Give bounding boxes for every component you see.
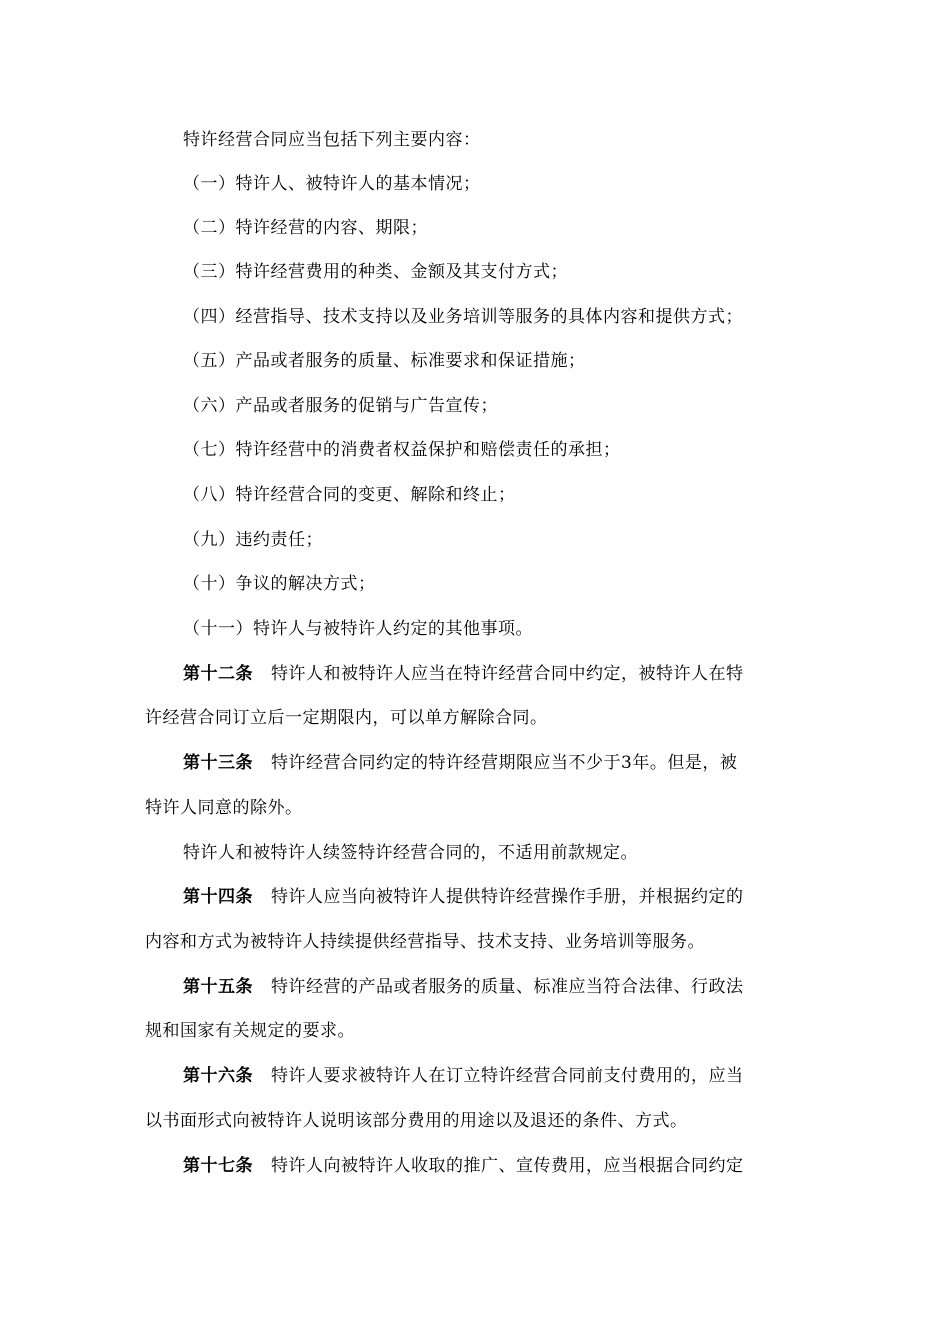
article-14-text: 特许人应当向被特许人提供特许经营操作手册，并根据约定的 (271, 887, 744, 907)
article-16-line1 (183, 1063, 843, 1089)
article-14-title: 第十四条 (183, 887, 253, 907)
article-13-title: 第十三条 (183, 753, 253, 773)
article-13-line2: 特许人同意的除外。 (145, 798, 303, 818)
article-16-title: 第十六条 (183, 1066, 253, 1086)
article-15-line2: 规和国家有关规定的要求。 (145, 1021, 355, 1041)
intro-paragraph: 特许经营合同应当包括下列主要内容： (183, 130, 481, 150)
article-13-text: 特许经营合同约定的特许经营期限应当不少于3年。但是，被 (271, 753, 738, 773)
article-17-text: 特许人向被特许人收取的推广、宣传费用，应当根据合同约定 (271, 1156, 744, 1176)
list-item: （六）产品或者服务的促销与广告宣传； (183, 396, 498, 416)
article-17-line1 (183, 1153, 843, 1179)
article-16-line2: 以书面形式向被特许人说明该部分费用的用途以及退还的条件、方式。 (145, 1111, 688, 1131)
list-item: （十）争议的解决方式； (183, 574, 376, 594)
list-item: （二）特许经营的内容、期限； (183, 218, 428, 238)
article-12-line2: 许经营合同订立后一定期限内，可以单方解除合同。 (145, 708, 548, 728)
article-15-line1 (183, 974, 843, 1000)
article-15-title: 第十五条 (183, 977, 253, 997)
article-15-text: 特许经营的产品或者服务的质量、标准应当符合法律、行政法 (271, 977, 744, 997)
article-14-line1 (183, 884, 843, 910)
list-item: （五）产品或者服务的质量、标准要求和保证措施； (183, 351, 586, 371)
article-13-line1 (183, 750, 843, 776)
list-item: （三）特许经营费用的种类、金额及其支付方式； (183, 262, 568, 282)
article-14-line2: 内容和方式为被特许人持续提供经营指导、技术支持、业务培训等服务。 (145, 932, 705, 952)
article-12-text: 特许人和被特许人应当在特许经营合同中约定，被特许人在特 (271, 664, 744, 684)
article-16-text: 特许人要求被特许人在订立特许经营合同前支付费用的，应当 (271, 1066, 744, 1086)
list-item: （一）特许人、被特许人的基本情况； (183, 174, 481, 194)
article-12-line1 (183, 661, 843, 687)
list-item: （四）经营指导、技术支持以及业务培训等服务的具体内容和提供方式； (183, 307, 743, 327)
list-item: （七）特许经营中的消费者权益保护和赔偿责任的承担； (183, 440, 621, 460)
article-17-title: 第十七条 (183, 1156, 253, 1176)
article-12-title: 第十二条 (183, 664, 253, 684)
article-13-para2: 特许人和被特许人续签特许经营合同的，不适用前款规定。 (183, 843, 638, 863)
list-item: （十一）特许人与被特许人约定的其他事项。 (183, 619, 533, 639)
list-item: （八）特许经营合同的变更、解除和终止； (183, 485, 516, 505)
list-item: （九）违约责任； (183, 530, 323, 550)
